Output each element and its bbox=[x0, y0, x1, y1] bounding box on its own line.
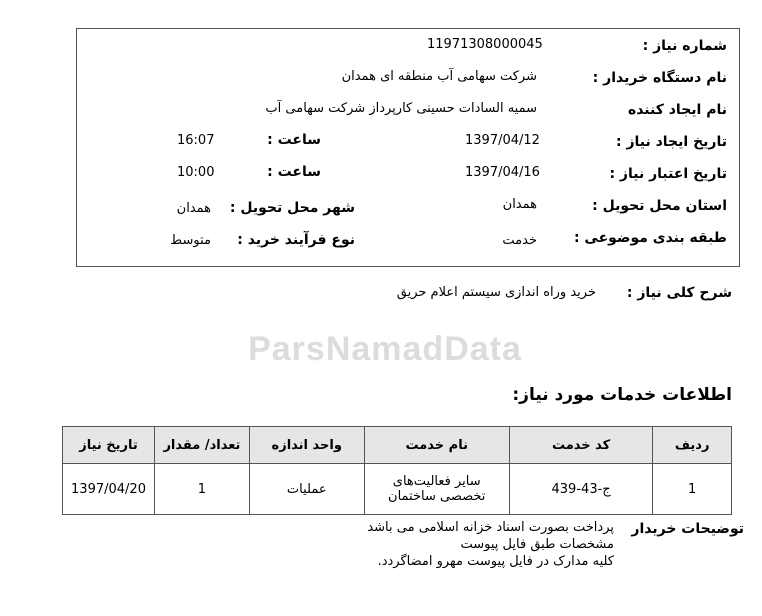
col-need-date: تاریخ نیاز bbox=[63, 427, 155, 464]
services-table bbox=[62, 426, 732, 515]
buyer-org-value: شرکت سهامی آب منطقه ای همدان bbox=[341, 69, 537, 84]
buyer-note-line: پرداخت بصورت اسناد خزانه اسلامی می باشد bbox=[367, 520, 614, 535]
cell-quantity: 1 bbox=[155, 464, 250, 515]
table-header-row bbox=[63, 427, 732, 464]
creator-value: سمیه السادات حسینی کارپرداز شرکت سهامی آب bbox=[265, 101, 537, 116]
cell-row-number: 1 bbox=[653, 464, 732, 515]
cell-need-date: 1397/04/20 bbox=[63, 464, 155, 515]
need-info-box bbox=[76, 28, 740, 267]
col-service-code: کد خدمت bbox=[509, 427, 653, 464]
creator-label: نام ایجاد کننده bbox=[627, 102, 727, 118]
col-service-name: نام خدمت bbox=[364, 427, 509, 464]
category-value: خدمت bbox=[502, 233, 537, 248]
validity-time-value: 10:00 bbox=[177, 165, 215, 180]
col-unit: واحد اندازه bbox=[249, 427, 364, 464]
validity-time-label: ساعت : bbox=[267, 164, 321, 180]
cell-unit: عملیات bbox=[249, 464, 364, 515]
buyer-org-label: نام دستگاه خریدار : bbox=[592, 70, 727, 86]
validity-date-value: 1397/04/16 bbox=[465, 165, 540, 180]
buyer-notes-text bbox=[367, 519, 614, 570]
description-value: خرید وراه اندازی سیستم اعلام حریق bbox=[396, 285, 596, 300]
created-time-label: ساعت : bbox=[267, 132, 321, 148]
category-label: طبقه بندی موضوعی : bbox=[573, 230, 727, 246]
need-number-value: 11971308000045 bbox=[427, 37, 543, 52]
table-row bbox=[63, 464, 732, 515]
watermark-text: ParsNamadData bbox=[248, 330, 522, 368]
purchase-process-label: نوع فرآیند خرید : bbox=[237, 232, 355, 248]
created-time-value: 16:07 bbox=[177, 133, 215, 148]
buyer-notes-label: توضیحات خریدار bbox=[631, 521, 744, 537]
col-row-number: ردیف bbox=[653, 427, 732, 464]
delivery-city-label: شهر محل تحویل : bbox=[229, 200, 355, 216]
delivery-province-label: استان محل تحویل : bbox=[592, 198, 727, 214]
delivery-city-value: همدان bbox=[176, 201, 211, 216]
created-date-label: تاریخ ایجاد نیاز : bbox=[615, 134, 727, 150]
delivery-province-value: همدان bbox=[502, 197, 537, 212]
services-section-title: اطلاعات خدمات مورد نیاز: bbox=[512, 385, 732, 405]
purchase-process-value: متوسط bbox=[170, 233, 211, 248]
buyer-note-line: مشخصات طبق فایل پیوست bbox=[460, 537, 614, 552]
validity-date-label: تاریخ اعتبار نیاز : bbox=[609, 166, 727, 182]
created-date-value: 1397/04/12 bbox=[465, 133, 540, 148]
buyer-note-line: کلیه مدارک در فایل پیوست مهرو امضاگردد. bbox=[377, 554, 614, 569]
col-quantity: تعداد/ مقدار bbox=[155, 427, 250, 464]
cell-service-name: سایر فعالیت‌های تخصصی ساختمان bbox=[364, 464, 509, 515]
description-label: شرح کلی نیاز : bbox=[626, 285, 732, 301]
cell-service-code: ج-43-439 bbox=[509, 464, 653, 515]
need-number-label: شماره نیاز : bbox=[642, 38, 727, 54]
